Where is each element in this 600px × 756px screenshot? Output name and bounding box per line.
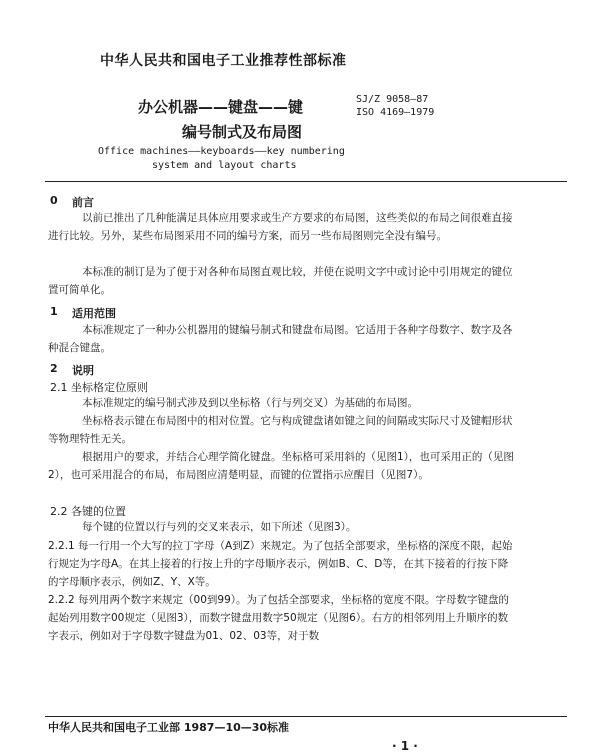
title-line-2: 编号制式及布局图 bbox=[182, 123, 303, 141]
section-2-2-heading: 2.2 各键的位置 bbox=[50, 505, 126, 518]
section-2-1-paragraph-1: 本标准规定的编号制式涉及到以坐标格（行与列交叉）为基础的布局图。 bbox=[82, 397, 418, 409]
section-0-title: 前言 bbox=[72, 196, 94, 209]
english-title-line-1: Office machines——keyboards——key numbering bbox=[98, 146, 345, 157]
section-2-2-paragraph-1: 每个键的位置以行与列的交叉来表示，如下所述（见图3）。 bbox=[82, 521, 357, 533]
section-0-paragraph-2: 本标准的制订是为了便于对各种布局图直观比较，并使在说明文字中或讨论中引用规定的键位置可简单化。 bbox=[48, 266, 513, 296]
section-1-title: 适用范围 bbox=[72, 307, 116, 320]
iso-number: ISO 4169—1979 bbox=[356, 107, 435, 118]
top-divider bbox=[45, 181, 567, 182]
section-2-1-paragraph-3: 根据用户的要求，并结合心理学简化键盘。坐标格可采用斜的（见图1），也可采用正的（见图2），也可采用混合的布局，布局图应清楚明显，而键的位置指示应醒目（见图7）。 bbox=[48, 451, 514, 481]
section-2-1-heading: 2.1 坐标格定位原则 bbox=[50, 381, 148, 394]
page-number: · 1 · bbox=[392, 739, 418, 753]
standard-number: SJ/Z 9058—87 bbox=[356, 94, 429, 105]
section-2-2-1-paragraph: 2.2.1 每一行用一个大写的拉丁字母（A到Z）来规定。为了包括全部要求，坐标格的深度不限，起始行规定为字母A。在其上接着的行按上升的字母顺序表示，例如B、C、D等，在其下接着的行按下降的字母顺序表示，例如Z、Y、X等。 bbox=[48, 540, 513, 588]
section-2-number: 2 bbox=[50, 362, 58, 375]
english-title-line-2: system and layout charts bbox=[152, 160, 297, 171]
bottom-divider bbox=[45, 716, 567, 717]
footer-issuer: 中华人民共和国电子工业部 1987—10—30标准 bbox=[48, 721, 290, 734]
section-2-title: 说明 bbox=[72, 364, 94, 377]
section-2-2-2-paragraph: 2.2.2 每列用两个数字来规定（00到99）。为了包括全部要求，坐标格的宽度不限。字母数字键盘的起始列用数字00规定（见图3），而数字键盘用数字50规定（见图6）。右方的相邻列用上升顺序的数字表示，例如对于字母数字键盘为01、02、03等，对于数 bbox=[48, 594, 510, 642]
section-1-paragraph-1: 本标准规定了一种办公机器用的键编号制式和键盘布局图。它适用于各种字母数字、数字及各种混合键盘。 bbox=[48, 324, 513, 354]
section-0-number: 0 bbox=[50, 194, 58, 207]
issuing-organization: 中华人民共和国电子工业推荐性部标准 bbox=[100, 53, 347, 69]
section-1-number: 1 bbox=[50, 305, 58, 318]
section-2-1-paragraph-2: 坐标格表示键在布局图中的相对位置。它与构成键盘诸如键之间的间隔或实际尺寸及键帽形状等物理特性无关。 bbox=[48, 415, 513, 445]
title-line-1: 办公机器——键盘——键 bbox=[138, 98, 304, 116]
section-0-paragraph-1: 以前已推出了几种能满足具体应用要求或生产方要求的布局图，这些类似的布局之间很难直接进行比较。另外，某些布局图采用不同的编号方案，而另一些布局图则完全没有编号。 bbox=[48, 212, 513, 242]
